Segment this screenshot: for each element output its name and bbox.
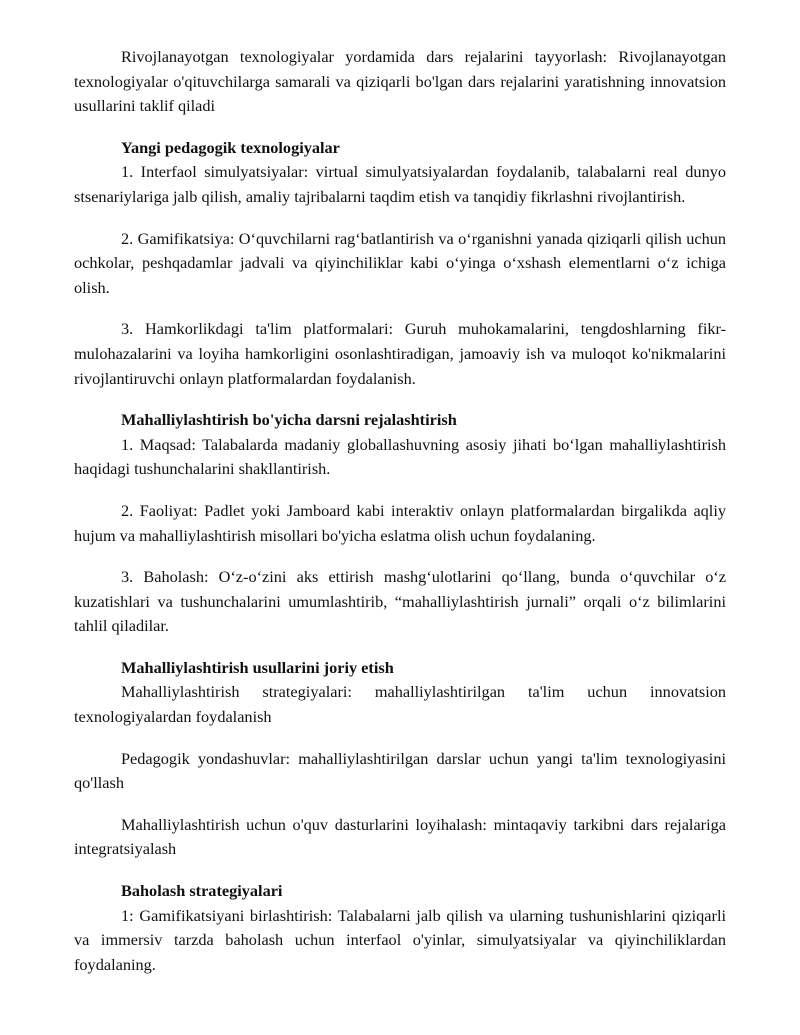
paragraph-pedagogical-approaches: Pedagogik yondashuvlar: mahalliylashtirilgan darslar uchun yangi ta'lim texnologiyasini qo'llash bbox=[74, 748, 726, 793]
spacer bbox=[74, 482, 726, 499]
spacer bbox=[74, 119, 726, 136]
spacer bbox=[74, 730, 726, 747]
paragraph-localization-strategies: Mahalliylashtirish strategiyalari: mahalliylashtirilgan ta'lim uchun innovatsion texnologiyalardan foydalanish bbox=[74, 682, 726, 727]
document-page bbox=[74, 45, 726, 977]
spacer bbox=[74, 210, 726, 227]
spacer bbox=[74, 639, 726, 656]
spacer bbox=[74, 796, 726, 813]
spacer bbox=[74, 548, 726, 565]
spacer bbox=[74, 300, 726, 317]
section-heading-localization-lesson-planning: Mahalliylashtirish bo'yicha darsni rejalashtirish bbox=[121, 410, 457, 430]
paragraph-goal: 1. Maqsad: Talabalarda madaniy globallashuvning asosiy jihati bo‘lgan mahalliylashtirish haqidagi tushunchalarini shakllantirish. bbox=[74, 434, 726, 479]
paragraph-activity: 2. Faoliyat: Padlet yoki Jamboard kabi interaktiv onlayn platformalardan birgalikda aqliy hujum va mahalliylashtirish misollari bo'yicha eslatma olish uchun foydalaning. bbox=[74, 500, 726, 545]
paragraph-collaborative-platforms: 3. Hamkorlikdagi ta'lim platformalari: Guruh muhokamalarini, tengdoshlarning fikr-mulohazalarini va loyiha hamkorligini osonlashtiradigan, jamoaviy ish va muloqot ko'nikmalarini rivojlantiruvchi onlayn platformalardan foydalanish. bbox=[74, 319, 726, 388]
section-heading-new-pedagogical-technologies: Yangi pedagogik texnologiyalar bbox=[121, 137, 340, 157]
section-heading-implementing-localization: Mahalliylashtirish usullarini joriy etish bbox=[121, 657, 394, 677]
section-heading-assessment-strategies: Baholash strategiyalari bbox=[121, 881, 283, 901]
spacer bbox=[74, 862, 726, 879]
paragraph-curriculum-design: Mahalliylashtirish uchun o'quv dasturlarini loyihalash: mintaqaviy tarkibni dars rejalariga integratsiyalash bbox=[74, 814, 726, 859]
spacer bbox=[74, 391, 726, 408]
paragraph-gamification: 2. Gamifikatsiya: O‘quvchilarni rag‘batlantirish va o‘rganishni yanada qiziqarli qilish uchun ochkolar, peshqadamlar jadvali va qiyinchiliklar kabi o‘yinga o‘xshash elementlarni o‘z ichiga olish. bbox=[74, 228, 726, 297]
paragraph-assessment: 3. Baholash: O‘z-o‘zini aks ettirish mashg‘ulotlarini qo‘llang, bunda o‘quvchilar o‘z kuzatishlari va tushunchalarini umumlashtirib, “mahalliylashtirish jurnali” orqali o‘z bilimlarini tahlil qiladilar. bbox=[74, 567, 726, 636]
paragraph-interactive-simulations: 1. Interfaol simulyatsiyalar: virtual simulyatsiyalardan foydalanib, talabalarni real dunyo stsenariylariga jalb qilish, amaliy tajribalarni taqdim etish va tanqidiy fikrlashni rivojlantirish. bbox=[74, 162, 726, 206]
intro-paragraph: Rivojlanayotgan texnologiyalar yordamida dars rejalarini tayyorlash: Rivojlanayotgan texnologiyalar o'qituvchilarga samarali va qiziqarli bo'lgan dars rejalarini yaratishning innovatsion usullarini taklif qiladi bbox=[74, 47, 726, 116]
paragraph-integrating-gamification: 1: Gamifikatsiyani birlashtirish: Talabalarni jalb qilish va ularning tushunishlarini qiziqarli va immersiv tarzda baholash uchun interfaol o'yinlar, simulyatsiyalar va qiyinchiliklardan foydalaning. bbox=[74, 905, 726, 974]
